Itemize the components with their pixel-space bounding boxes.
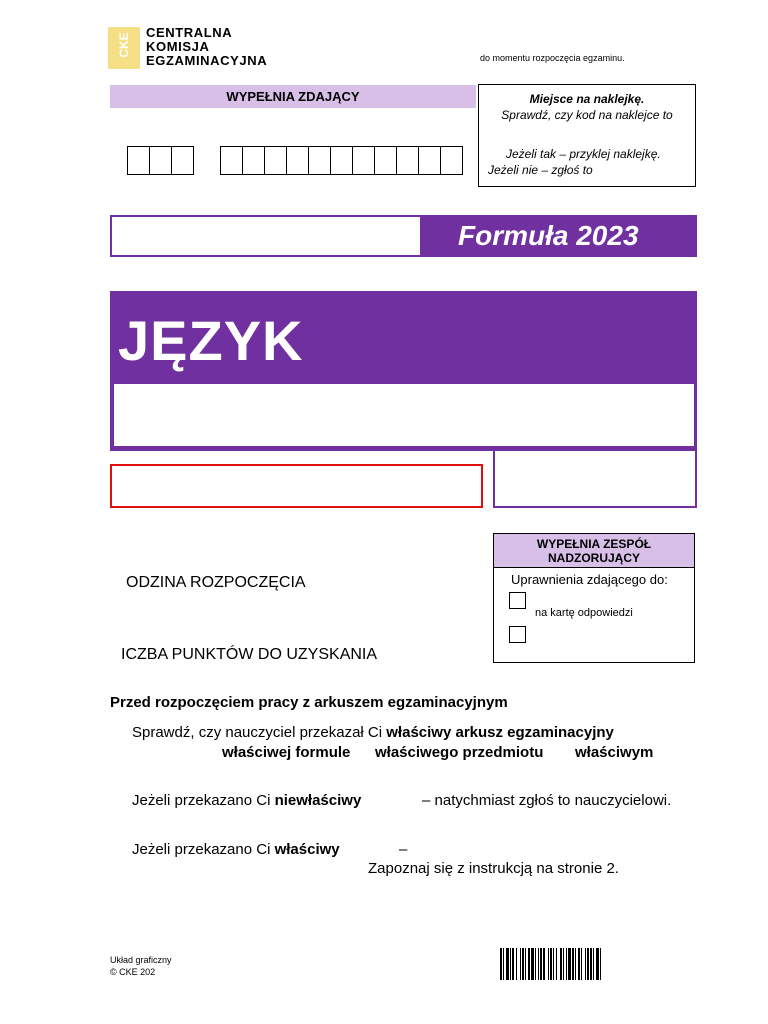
- level-field: [110, 464, 483, 508]
- pesel-cell[interactable]: [419, 146, 441, 175]
- date-field: [493, 448, 697, 508]
- pesel-cell[interactable]: [353, 146, 375, 175]
- code-cell[interactable]: [128, 146, 150, 175]
- logo-line-2: KOMISJA: [146, 39, 210, 54]
- pesel-cell[interactable]: [375, 146, 397, 175]
- instruction-line-3-normal: Jeżeli przekazano Ci: [132, 792, 275, 809]
- sticker-title: Miejsce na naklejkę.: [529, 92, 645, 106]
- cke-logo-glyph: CKE: [117, 32, 131, 58]
- barcode-gap: [601, 948, 603, 980]
- top-note: do momentu rozpoczęcia egzaminu.: [480, 53, 625, 63]
- pesel-cell[interactable]: [309, 146, 331, 175]
- instruction-formula: właściwej formule: [222, 744, 351, 761]
- pesel-cell[interactable]: [243, 146, 265, 175]
- instruction-line-4-tail: –: [399, 841, 408, 858]
- permission-text: Uprawnienia zdającego do:: [511, 572, 668, 587]
- instructions-heading: Przed rozpoczęciem pracy z arkuszem egzaminacyjnym: [110, 694, 508, 711]
- instruction-line-1-normal: Sprawdź, czy nauczyciel przekazał Ci: [132, 724, 387, 741]
- cke-logo-text: [146, 26, 267, 68]
- logo-line-3: EGZAMINACYJNA: [146, 53, 268, 68]
- permission-checkbox-1[interactable]: [509, 592, 526, 609]
- instruction-line-4: [132, 841, 340, 858]
- start-time-label: ODZINA ROZPOCZĘCIA: [126, 574, 306, 591]
- footer: [110, 954, 172, 978]
- checkbox-label: na kartę odpowiedzi: [535, 607, 633, 619]
- code-cell[interactable]: [150, 146, 172, 175]
- pesel-cell[interactable]: [441, 146, 463, 175]
- subject-title: JĘZYK: [118, 309, 304, 372]
- code-cells[interactable]: [127, 146, 194, 175]
- supervisor-header-line-2: NADZORUJĄCY: [547, 551, 640, 565]
- logo-line-1: CENTRALNA: [146, 25, 233, 40]
- instruction-line-5: Zapoznaj się z instrukcją na stronie 2.: [368, 860, 619, 877]
- instruction-level: właściwym: [575, 744, 654, 761]
- supervisor-header-line-1: WYPEŁNIA ZESPÓŁ: [536, 537, 652, 551]
- instruction-line-1-bold: właściwy arkusz egzaminacyjny: [386, 724, 614, 741]
- instruction-line-3: [132, 792, 361, 809]
- pesel-cell[interactable]: [331, 146, 353, 175]
- instruction-line-4-normal: Jeżeli przekazano Ci: [132, 841, 275, 858]
- supervisor-header: [494, 534, 694, 568]
- footer-line-2: © CKE 202: [110, 967, 156, 977]
- pesel-cell[interactable]: [287, 146, 309, 175]
- permission-checkbox-2[interactable]: [509, 626, 526, 643]
- footer-line-1: Układ graficzny: [110, 955, 172, 965]
- sticker-line-3: Jeżeli nie – zgłoś to: [488, 163, 593, 177]
- pesel-cell[interactable]: [221, 146, 243, 175]
- sticker-line-2: Jeżeli tak – przyklej naklejkę.: [506, 147, 661, 161]
- pesel-cell[interactable]: [397, 146, 419, 175]
- barcode: [500, 948, 688, 980]
- code-cell[interactable]: [172, 146, 194, 175]
- instruction-line-1: [132, 724, 614, 741]
- zdajacy-header: WYPEŁNIA ZDAJĄCY: [110, 85, 476, 108]
- points-label: ICZBA PUNKTÓW DO UZYSKANIA: [121, 646, 378, 663]
- instruction-line-4-bold: właściwy: [274, 841, 340, 858]
- pesel-cell[interactable]: [265, 146, 287, 175]
- subject-subtitle-field: [114, 384, 694, 446]
- formula-label: Formuła 2023: [420, 215, 697, 257]
- instruction-line-3-tail: – natychmiast zgłoś to nauczycielowi.: [422, 792, 672, 809]
- sticker-line-1: Sprawdź, czy kod na naklejce to: [501, 108, 673, 122]
- instruction-line-3-bold: niewłaściwy: [274, 792, 362, 809]
- instruction-subject: właściwego przedmiotu: [375, 744, 544, 761]
- pesel-cells[interactable]: [220, 146, 463, 175]
